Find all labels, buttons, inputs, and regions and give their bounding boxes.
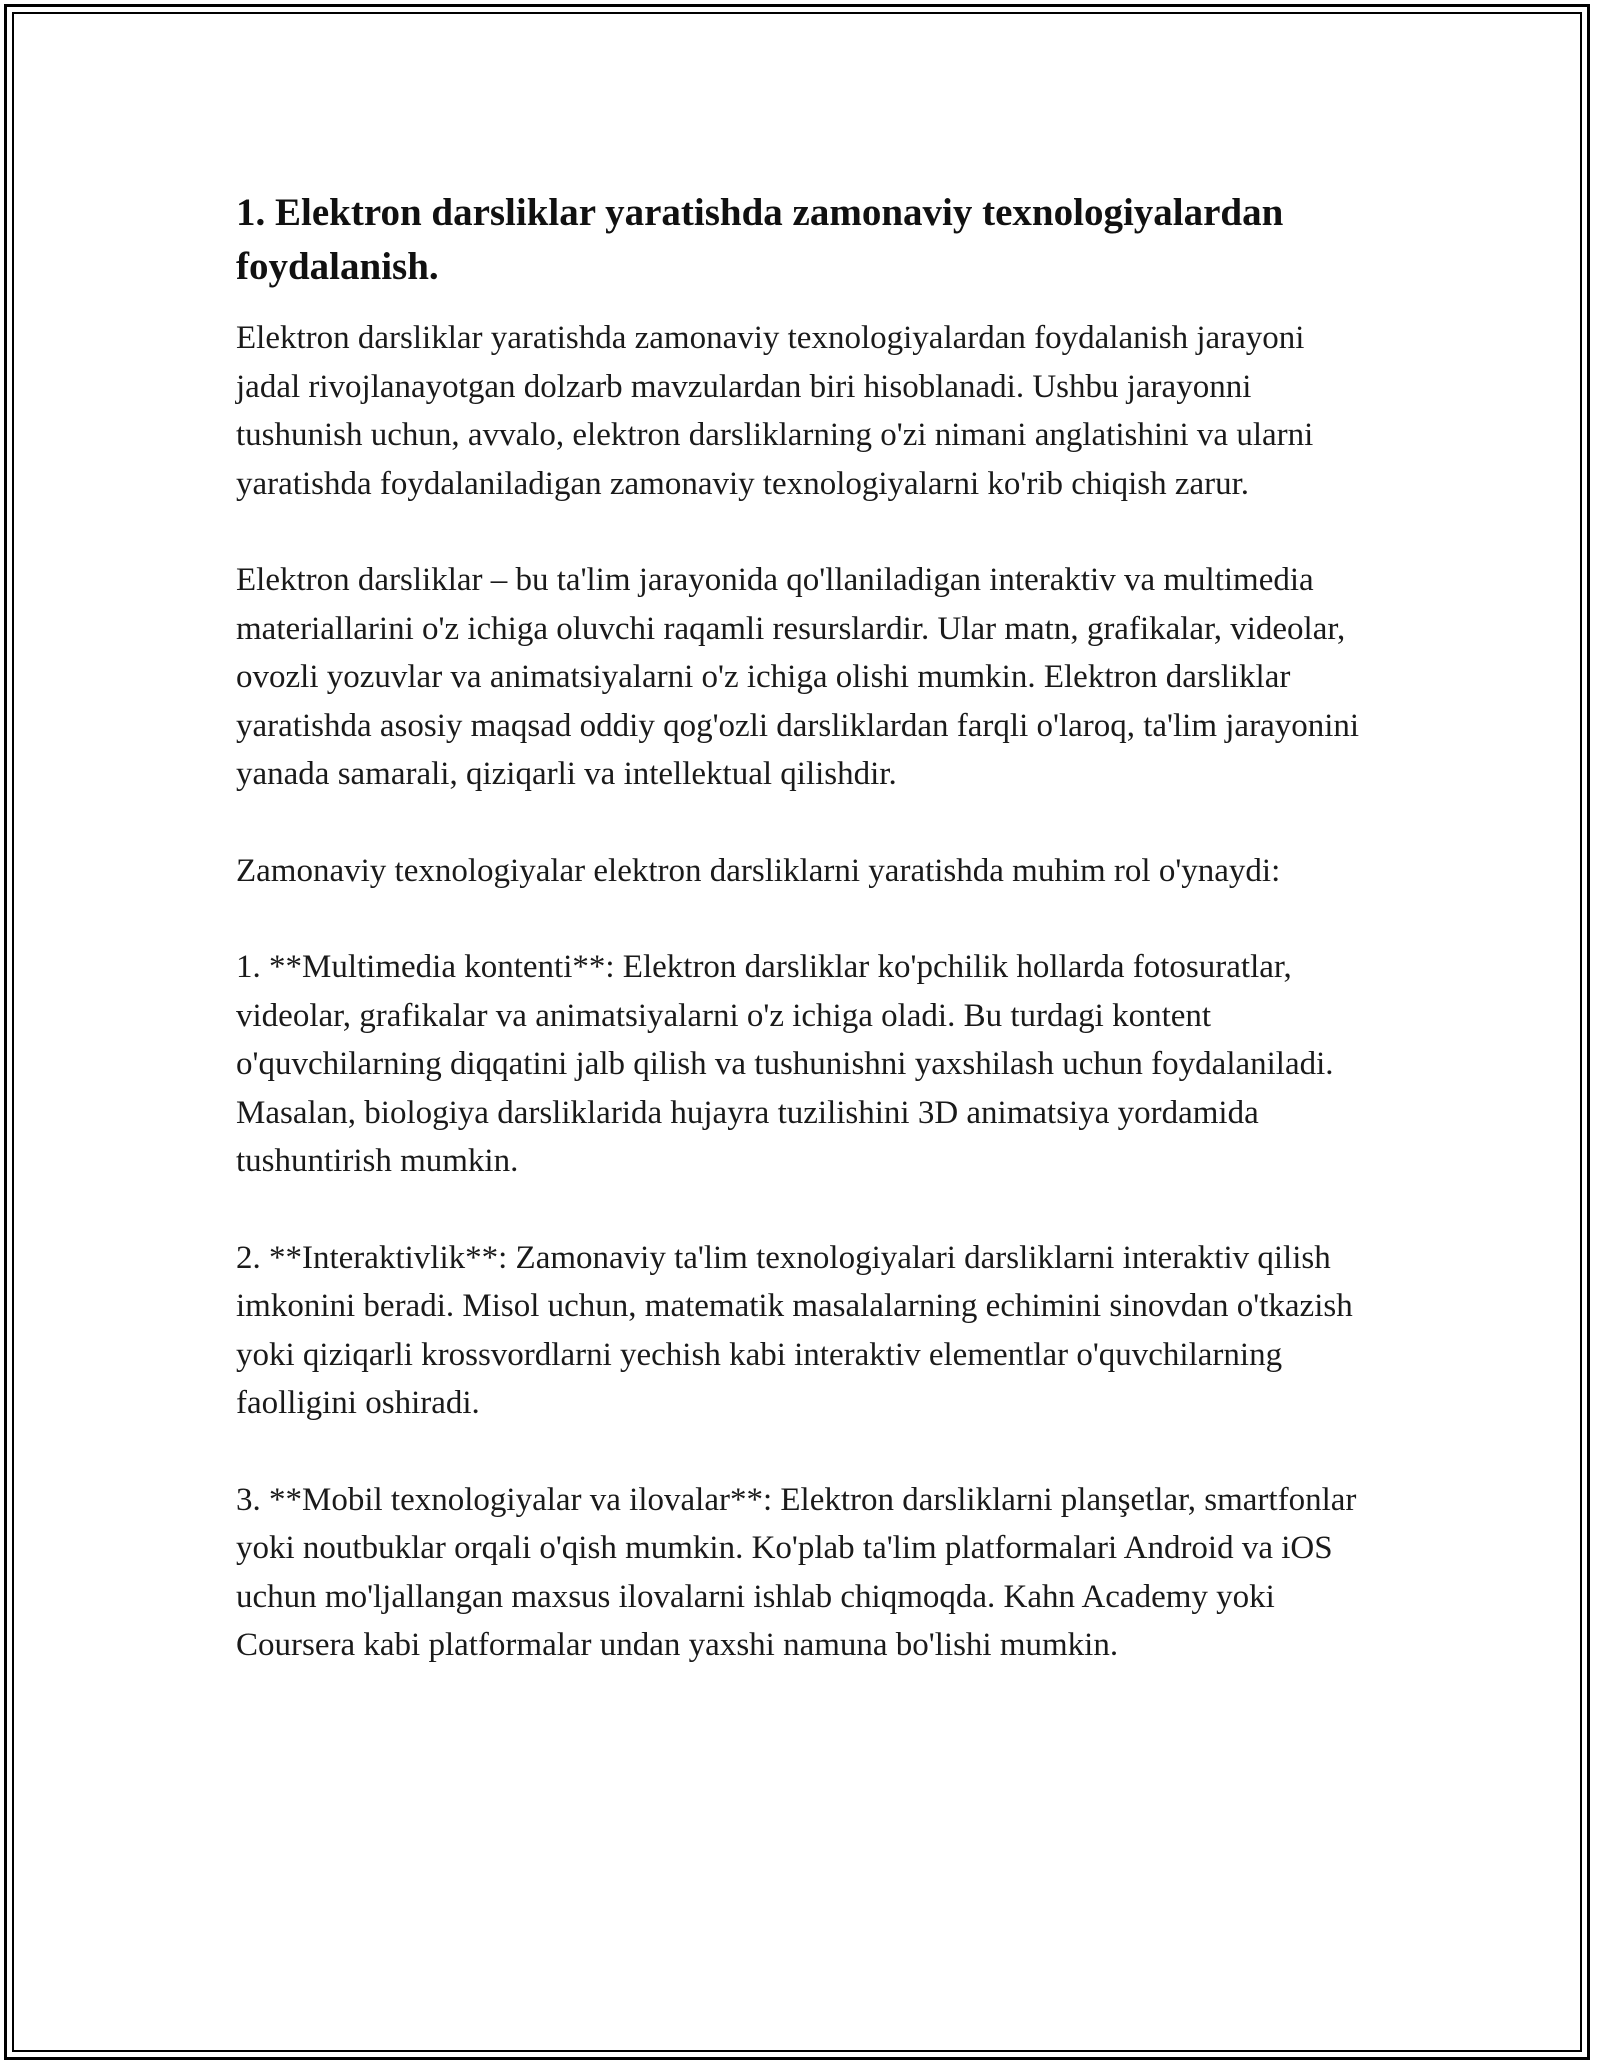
section-heading: 1. Elektron darsliklar yaratishda zamonaviy texnologiyalardan foydalanish.	[236, 191, 1284, 288]
paragraph-definition: Elektron darsliklar – bu ta'lim jarayonida qo'llaniladigan interaktiv va multimedia materiallarini o'z ichiga oluvchi raqamli resurslardir. Ular matn, grafikalar, videolar, ovozli yozuvlar va animatsiyalarni o'z ichiga olishi mumkin. Elektron darsliklar yaratishda asosiy maqsad oddiy qog'ozli darsliklardan farqli o'laroq, ta'lim jarayonini yanada samarali, qiziqarli va intellektual qilishdir.	[236, 562, 1360, 792]
list-item-multimedia: 1. **Multimedia kontenti**: Elektron darsliklar ko'pchilik hollarda fotosuratlar, videolar, grafikalar va animatsiyalarni o'z ichiga oladi. Bu turdagi kontent o'quvchilarning diqqatini jalb qilish va tushunishni yaxshilash uchun foydalaniladi. Masalan, biologiya darsliklarida hujayra tuzilishini 3D animatsiya yordamida tushuntirish mumkin.	[236, 949, 1334, 1179]
document-body	[236, 186, 1376, 1718]
list-item-interactivity: 2. **Interaktivlik**: Zamonaviy ta'lim texnologiyalari darsliklarni interaktiv qilish imkonini beradi. Misol uchun, matematik masalalarning echimini sinovdan o'tkazish yoki qiziqarli krossvordlarni yechish kabi interaktiv elementlar o'quvchilarning faolligini oshiradi.	[236, 1239, 1353, 1421]
paragraph-intro: Elektron darsliklar yaratishda zamonaviy texnologiyalardan foydalanish jarayoni jadal rivojlanayotgan dolzarb mavzulardan biri hisoblanadi. Ushbu jarayonni tushunish uchun, avvalo, elektron darsliklarning o'zi nimani anglatishini va ularni yaratishda foydalaniladigan zamonaviy texnologiyalarni ko'rib chiqish zarur.	[236, 320, 1314, 502]
list-item-mobile: 3. **Mobil texnologiyalar va ilovalar**: Elektron darsliklarni planşetlar, smartfonlar yoki noutbuklar orqali o'qish mumkin. Ko'plab ta'lim platformalari Android va iOS uchun mo'ljallangan maxsus ilovalarni ishlab chiqmoqda. Kahn Academy yoki Coursera kabi platformalar undan yaxshi namuna bo'lishi mumkin.	[236, 1481, 1357, 1663]
paragraph-role: Zamonaviy texnologiyalar elektron darsliklarni yaratishda muhim rol o'ynaydi:	[236, 852, 1281, 889]
